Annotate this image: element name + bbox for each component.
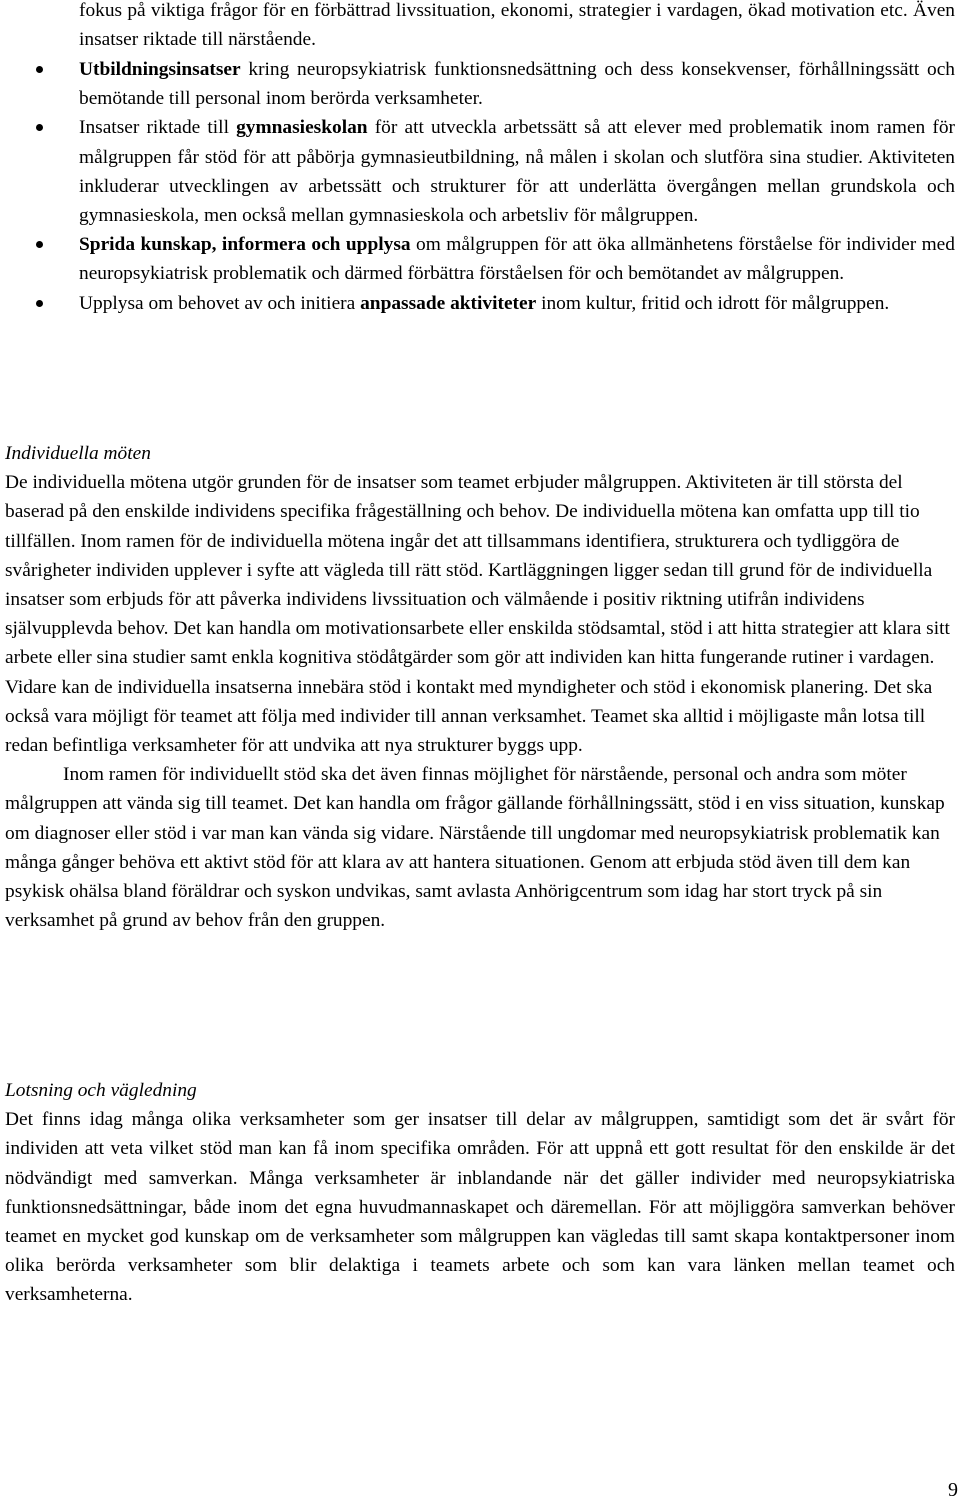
bullet-text-pre: Upplysa om behovet av och initiera xyxy=(79,292,361,314)
bullet-text: för att utveckla arbetssätt så att elever med problematik inom ramen för målgruppen får stöd för att påbörja gymnasieutbildning, nå målen i skolan och slutföra sina studier. Aktiviteten inkluderar utvecklingen av arbetssätt och strukturer för att underlätta övergången mellan grundskola och gymnasieskola, men också mellan gymnasieskola och arbetsliv för målgruppen. xyxy=(79,117,956,227)
bullet-bold: Sprida kunskap, informera och upplysa xyxy=(79,234,411,256)
continuation-paragraph: fokus på viktiga frågor för en förbättrad livssituation, ekonomi, strategier i vardagen, ökad motivation etc. Även insatser riktade till närstående. xyxy=(79,0,955,51)
section-individuella-moten xyxy=(5,439,955,935)
bullet-bold: anpassade aktiviteter xyxy=(360,292,537,314)
bullet-text: inom kultur, fritid och idrott för målgruppen. xyxy=(536,292,890,314)
section-heading: Individuella möten xyxy=(5,443,151,464)
section-paragraph: Det finns idag många olika verksamheter som ger insatser till delar av målgruppen, samtidigt som det är svårt för individen att veta vilket stöd man kan få inom specifika områden. För att uppnå ett gott resultat för den enskilde är det nödvändigt med samverkan. Många verksamheter är inblandande när det gäller individer med neuropsykiatriska funktionsnedsättningar, både inom det egna huvudmannaskapet och däremellan. För att möjliggöra samverkan behöver teamet en mycket god kunskap om de verksamheter som målgruppen kan vägledas till samt skapa kontaktpersoner inom olika berörda verksamheter som blir delaktiga i teamets arbete och som kan vara länken mellan teamet och verksamheterna. xyxy=(5,1109,955,1306)
page-number: 9 xyxy=(948,1479,958,1501)
section-heading: Lotsning och vägledning xyxy=(5,1080,197,1101)
bullet-bold: Utbildningsinsatser xyxy=(79,59,241,80)
bullet-text: kring neuropsykiatrisk funktionsnedsättning och dess konsekvenser, förhållningssätt och bemötande till personal inom berörda verksamheter. xyxy=(79,59,955,110)
section-lotsning-och-vagledning xyxy=(5,1076,955,1310)
bullet-text: om målgruppen för att öka allmänhetens förståelse för individer med neuropsykiatrisk problematik och därmed förbättra förståelsen för och bemötandet av målgruppen. xyxy=(79,234,955,285)
section-paragraph: De individuella mötena utgör grunden för de insatser som teamet erbjuder målgruppen. Aktiviteten är till största del baserad på den enskilde individens specifika frågeställning och behov. De individuella mötena kan omfatta upp till tio tillfällen. Inom ramen för de individuella mötena ingår det att tillsammans identifiera, strukturera och tydliggöra de svårigheter individen upplever i syfte att vägleda till rätt stöd. Kartläggningen ligger sedan till grund för de individuella insatser som erbjuds för att påverka individens livssituation och välmående i positiv riktning utifrån individens självupplevda behov. Det kan handla om motivationsarbete eller enskilda stödsamtal, stöd i att hitta strategier att klara sitt arbete eller sina studier samt enkla kognitiva stödåtgärder som gör att individen kan hitta fungerande rutiner i vardagen. Vidare kan de individuella insatserna innebära stöd i kontakt med myndigheter och stöd i ekonomisk planering. Det ska också vara möjligt för teamet att följa med individer till annan verksamhet. Teamet ska alltid i möjligaste mån lotsa till redan befintliga verksamheter för att undvika att nya strukturer byggs upp. xyxy=(5,472,950,757)
bullet-text-pre: Insatser riktade till xyxy=(79,117,237,139)
bullet-item-utbildning xyxy=(0,55,955,113)
bullet-item-anpassade-aktiviteter xyxy=(0,289,955,318)
bullet-item-gymnasieskolan xyxy=(0,113,955,230)
bullet-bold: gymnasieskolan xyxy=(236,117,368,139)
bullet-item-sprida-kunskap xyxy=(0,230,955,288)
bullet-list xyxy=(0,55,960,318)
section-paragraph-indented: Inom ramen för individuellt stöd ska det även finnas möjlighet för närstående, personal och andra som möter målgruppen att vända sig till teamet. Det kan handla om frågor gällande förhållningssätt, stöd i en viss situation, kunskap om diagnoser eller stöd i var man kan vända sig vidare. Närstående till ungdomar med neuropsykiatrisk problematik kan många gånger behöva ett aktivt stöd för att klara av att hantera situationen. Genom att erbjuda stöd även till dem kan psykisk ohälsa bland föräldrar och syskon undvikas, samt avlasta Anhörigcentrum som idag har stort tryck på sin verksamhet på grund av behov från den gruppen. xyxy=(5,764,945,932)
